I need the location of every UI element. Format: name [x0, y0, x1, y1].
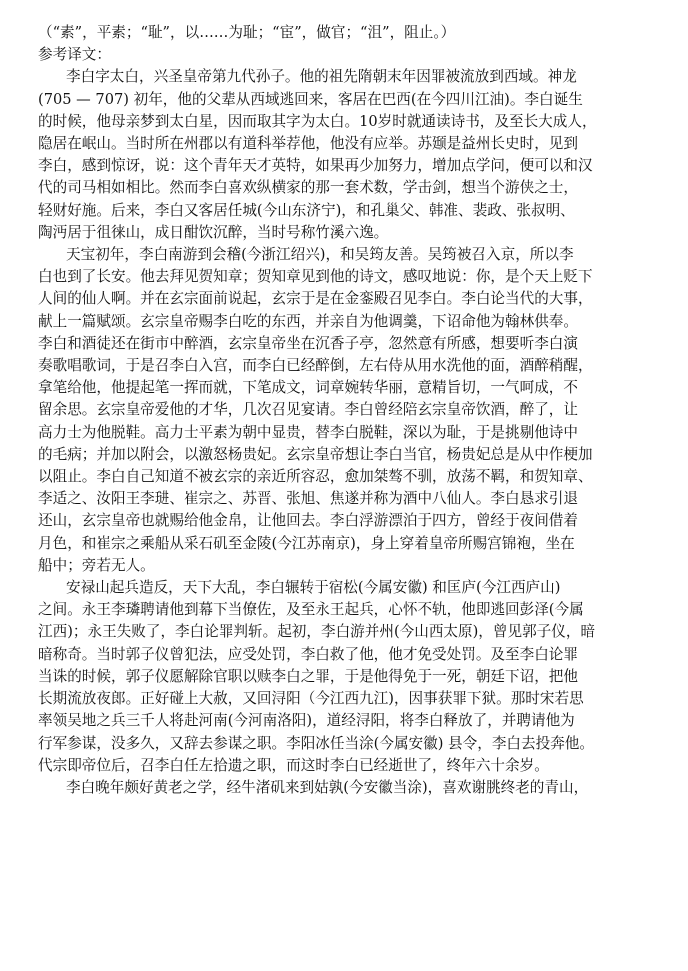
- text-line: 还山，玄宗皇帝也就赐给他金帛，让他回去。李白浮游漂泊于四方，曾经于夜间借着: [38, 512, 578, 530]
- text-line: 以阻止。李白自己知道不被玄宗的亲近所容忍，愈加桀骜不驯，放荡不羁，和贺知章、: [38, 468, 593, 486]
- text-line: 陶沔居于徂徕山，成日酣饮沉醉，当时号称竹溪六逸。: [38, 223, 389, 241]
- text-line: 之间。永王李璘聘请他到幕下当僚佐，及至永王起兵，心怀不轨，他即逃回彭泽(今属: [38, 601, 584, 619]
- text-line: 率领吴地之兵三千人将赴河南(今河南洛阳)，道经浔阳，将李白释放了，并聘请他为: [38, 712, 575, 730]
- text-line: 李适之、汝阳王李琎、崔宗之、苏晋、张旭、焦遂并称为酒中八仙人。李白恳求引退: [38, 490, 578, 508]
- text-line: 李白和酒徒还在街市中醉酒，玄宗皇帝坐在沉香子亭，忽然意有所感，想要听李白演: [38, 334, 578, 352]
- text-line: 留余思。玄宗皇帝爱他的才华，几次召见宴请。李白曾经陪玄宗皇帝饮酒，醉了，让: [38, 401, 578, 419]
- paragraph: [38, 777, 668, 799]
- paragraph: [38, 244, 668, 577]
- paragraph: [38, 66, 668, 244]
- text-line: 船中；旁若无人。: [38, 556, 155, 574]
- text-line: 李白晚年颇好黄老之学，经牛渚矶来到姑孰(今安徽当涂)，喜欢谢朓终老的青山，: [66, 778, 589, 796]
- text-line: 天宝初年，李白南游到会稽(今浙江绍兴)，和吴筠友善。吴筠被召入京，所以李: [66, 246, 574, 264]
- text-line: 高力士为他脱鞋。高力士平素为朝中显贵，替李白脱鞋，深以为耻，于是挑剔他诗中: [38, 423, 578, 441]
- annotation-note: （“素”，平素；“耻”，以……为耻；“宦”，做官；“沮”，阻止。）: [38, 24, 456, 41]
- text-line: 轻财好施。后来，李白又客居任城(今山东济宁)，和孔巢父、韩准、裴政、张叔明、: [38, 201, 575, 219]
- text-line: 行军参谋，没多久，又辞去参谋之职。李阳冰任当涂(今属安徽) 县令，李白去投奔他。: [38, 734, 594, 752]
- text-line: 奏歌唱歌词，于是召李白入宫，而李白已经醉倒，左右侍从用水洗他的面，酒醉稍醒，: [38, 357, 593, 375]
- paragraph: [38, 577, 668, 777]
- text-line: 安禄山起兵造反，天下大乱，李白辗转于宿松(今属安徽) 和匡庐(今江西庐山): [66, 579, 561, 597]
- text-line: 江西)；永王失败了，李白论罪判斩。起初，李白游并州(今山西太原)，曾见郭子仪，暗: [38, 623, 596, 641]
- text-line: 的毛病；并加以附会，以激怒杨贵妃。玄宗皇帝想让李白当官，杨贵妃总是从中作梗加: [38, 445, 593, 463]
- text-line: 暗称奇。当时郭子仪曾犯法，应受处罚，李白救了他，他才免受处罚。及至李白论罪: [38, 645, 578, 663]
- translation-body: [38, 66, 668, 799]
- text-line: (705 — 707) 初年，他的父辈从西域逃回来，客居在巴西(在今四川江油)。李白诞生: [38, 90, 583, 108]
- text-line: 代宗即帝位后，召李白任左拾遗之职，而这时李白已经逝世了，终年六十余岁。: [38, 756, 549, 774]
- text-line: 李白字太白，兴圣皇帝第九代孙子。他的祖先隋朝末年因罪被流放到西域。神龙: [66, 68, 577, 86]
- text-line: 人间的仙人啊。并在玄宗面前说起，玄宗于是在金銮殿召见李白。李白论当代的大事，: [38, 290, 593, 308]
- text-line: 白也到了长安。他去拜见贺知章；贺知章见到他的诗文，感叹地说：你，是个天上贬下: [38, 268, 593, 286]
- text-line: 代的司马相如相比。然而李白喜欢纵横家的那一套术数，学击剑，想当个游侠之士，: [38, 179, 578, 197]
- section-heading: 参考译文：: [38, 46, 111, 64]
- text-line: 拿笔给他，他提起笔一挥而就，下笔成文，词章婉转华丽，意精旨切，一气呵成，不: [38, 379, 578, 397]
- text-line: 隐居在岷山。当时所在州郡以有道科举荐他，他没有应举。苏颋是益州长史时，见到: [38, 135, 578, 153]
- text-line: 的时候，他母亲梦到太白星，因而取其字为太白。10岁时就通读诗书，及至长大成人，: [38, 112, 597, 130]
- text-line: 献上一篇赋颂。玄宗皇帝赐李白吃的东西，并亲自为他调羹，下诏命他为翰林供奉。: [38, 312, 578, 330]
- text-line: 月色，和崔宗之乘船从采石矶至金陵(今江苏南京)，身上穿着皇帝所赐宫锦袍，坐在: [38, 534, 575, 552]
- text-line: 当诛的时候，郭子仪愿解除官职以赎李白之罪，于是他得免于一死，朝廷下诏，把他: [38, 667, 578, 685]
- text-line: 长期流放夜郎。正好碰上大赦，又回浔阳（今江西九江)，因事获罪下狱。那时宋若思: [38, 690, 584, 708]
- text-line: 李白，感到惊讶，说：这个青年天才英特，如果再少加努力，增加点学问，便可以和汉: [38, 157, 593, 175]
